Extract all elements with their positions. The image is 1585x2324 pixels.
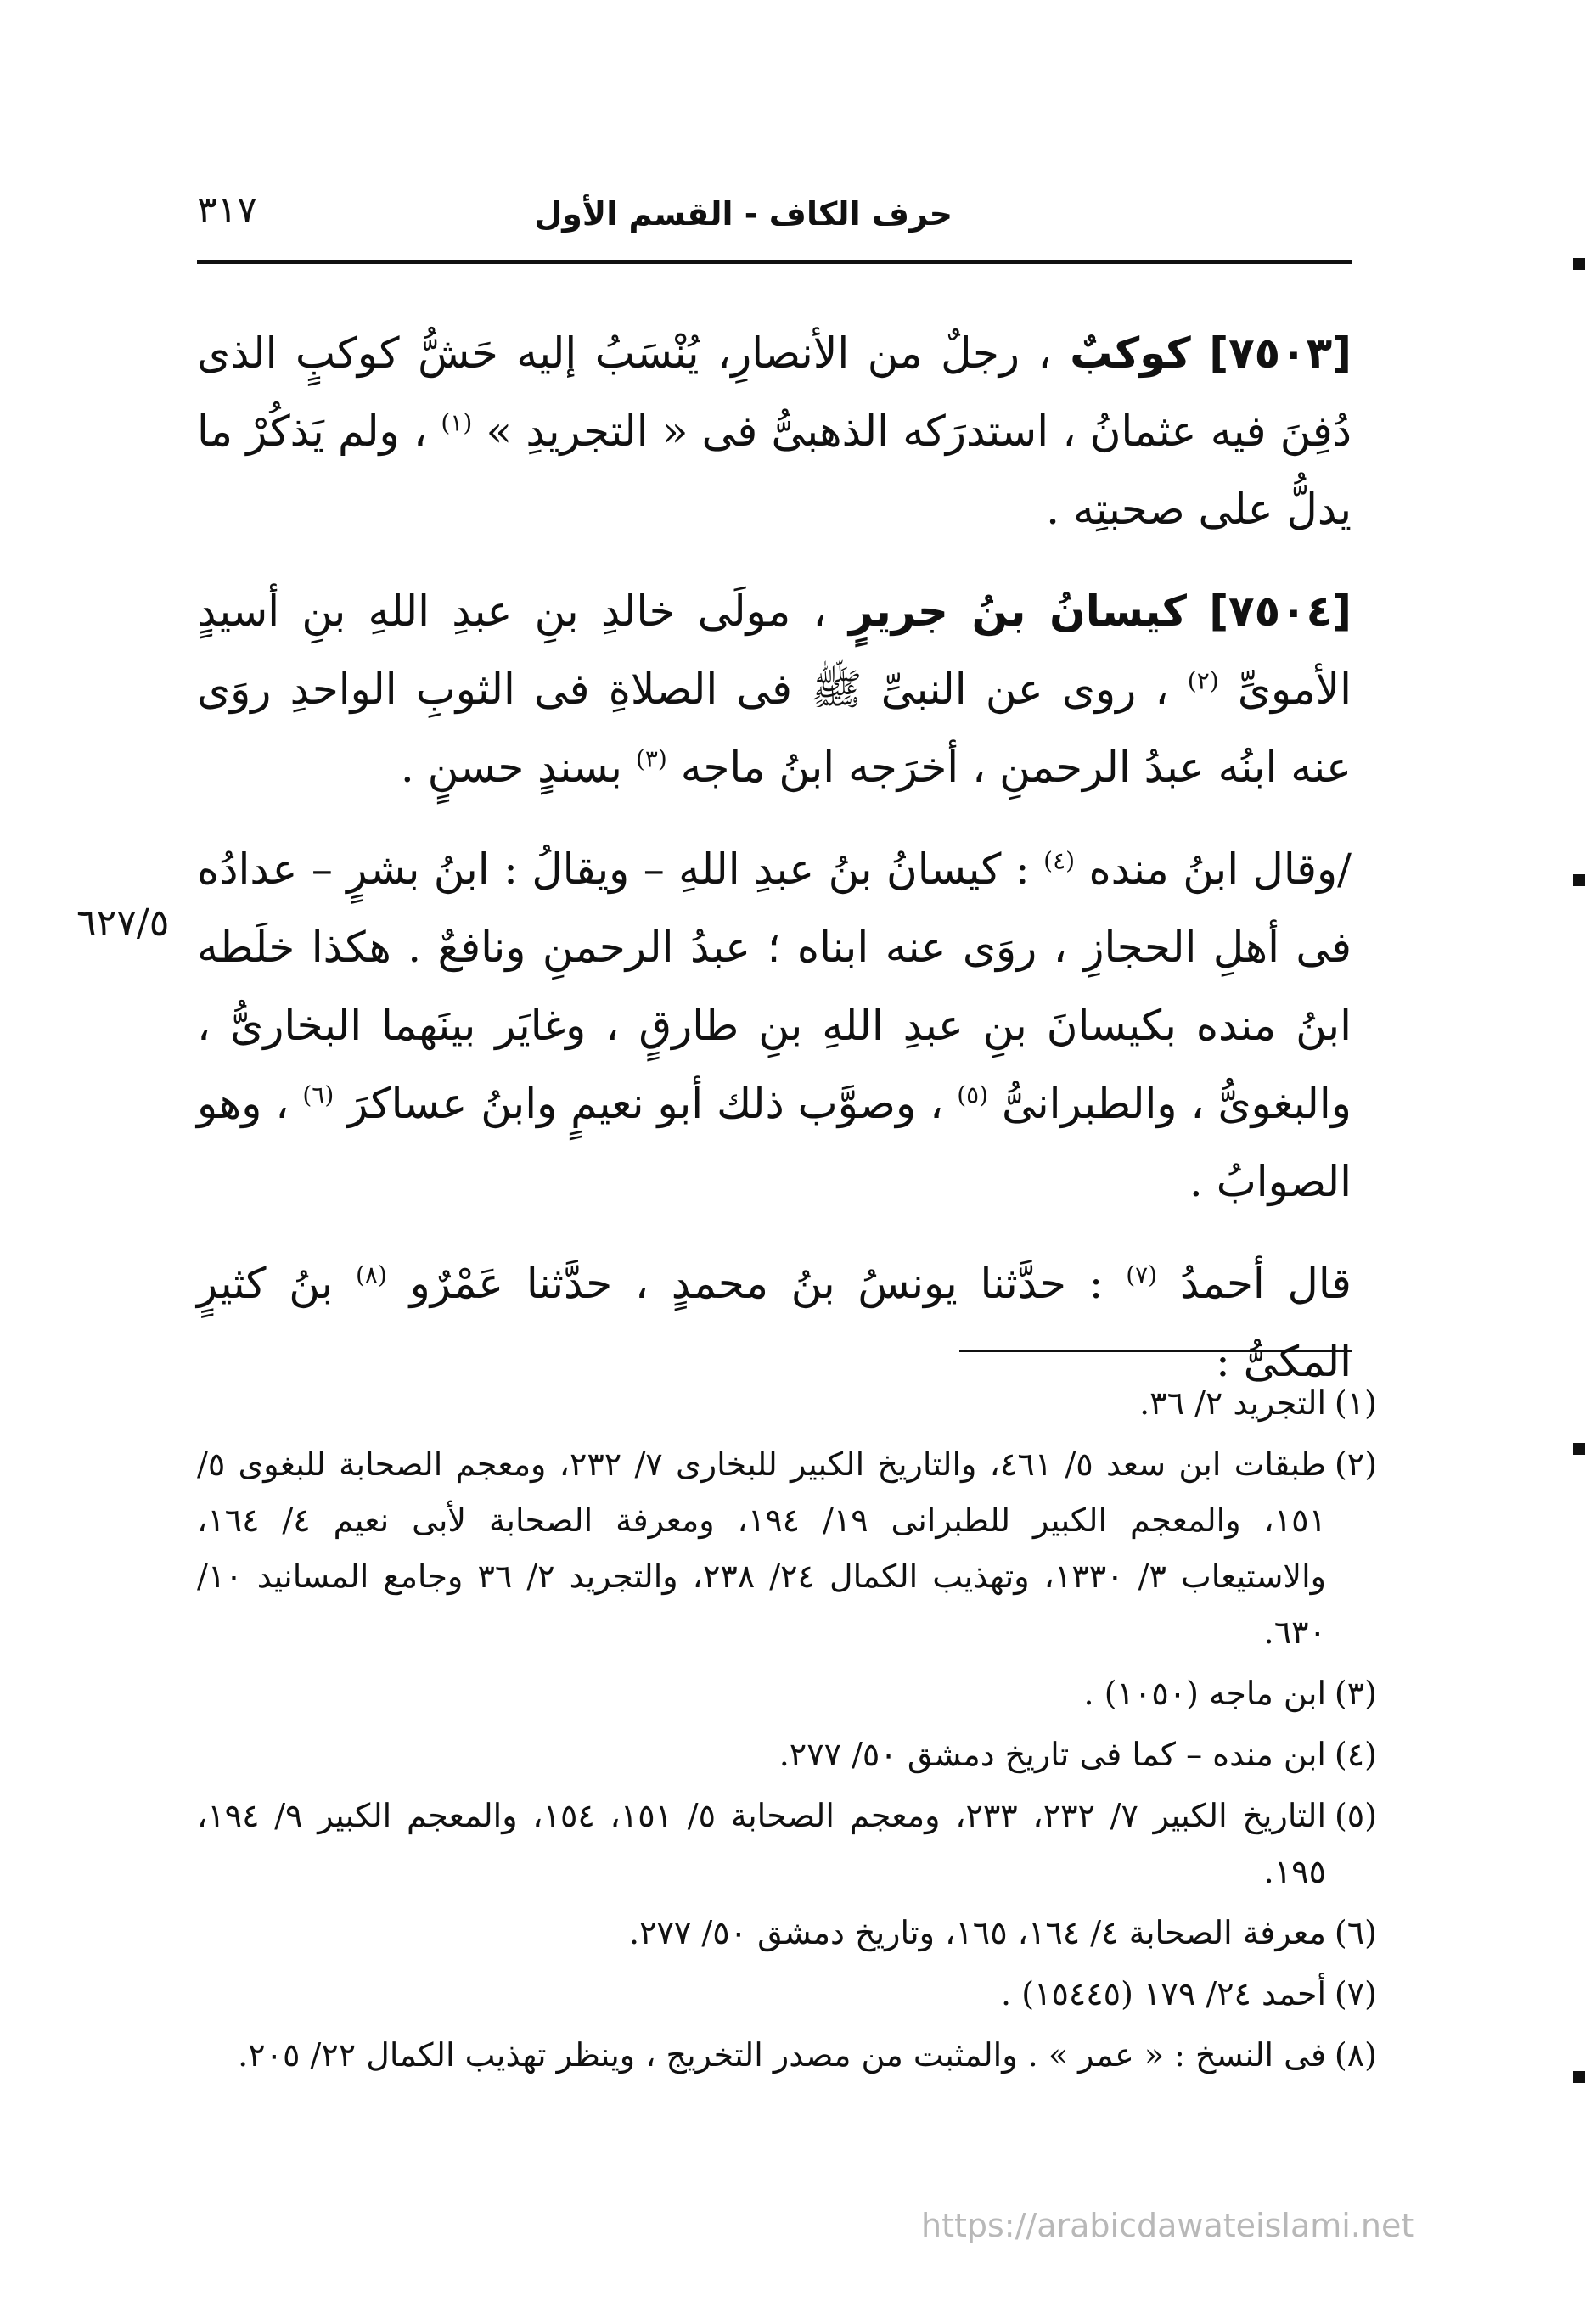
footnote-ref[interactable]: (٦): [302, 1081, 334, 1109]
footnote-label: (٧): [1334, 1975, 1377, 2012]
paragraph-ibn-mandah: [197, 830, 1352, 1221]
entry-number: [٧٥٠٤]: [1209, 587, 1352, 636]
page-header: [197, 188, 1352, 248]
scan-edge-mark: [1573, 258, 1585, 270]
footnote-text: فى النسخ : « عمر » . والمثبت من مصدر التخريج ، وينظر تهذيب الكمال ٢٢/ ٢٠٥.: [238, 2036, 1326, 2074]
footnote-5: [197, 1788, 1377, 1900]
footnote-ref[interactable]: (٧): [1126, 1260, 1158, 1289]
footnote-label: (٦): [1334, 1914, 1377, 1951]
footnote-ref[interactable]: (٤): [1043, 846, 1076, 875]
watermark: https://arabicdawateislami.net: [921, 2207, 1414, 2244]
paragraph-text: : كيسانُ بنُ عبدِ اللهِ – ويقالُ : ابنُ بشرٍ – عدادُه فى أهلِ الحجازِ ، روَى عنه ابناه ؛ عبدُ الرحمنِ ونافعٌ . هكذا خلَطه ابنُ منده بكيسانَ بنِ عبدِ اللهِ بنِ طارقٍ ، وغايَر بينَهما البخارىُّ ، والبغوىُّ ، والطبرانىُّ: [197, 845, 1352, 1128]
paragraph-text: قال أحمدُ: [1179, 1259, 1352, 1308]
entry-text: ، مولَى خالدِ بنِ عبدِ اللهِ بنِ أسيدٍ الأموىِّ: [197, 587, 1352, 714]
entry-text: ، ولم يَذكُرْ ما يدلُّ على صحبتِه .: [197, 407, 1352, 534]
footnote-separator: [959, 1350, 1352, 1352]
footnotes: [197, 1375, 1377, 2088]
footnote-ref[interactable]: (٢): [1187, 666, 1219, 695]
scan-edge-mark: [1573, 1443, 1585, 1455]
footnote-label: (٤): [1334, 1736, 1377, 1773]
entry-text: بسندٍ حسنٍ .: [400, 743, 622, 792]
footnote-1: [197, 1375, 1377, 1431]
footnote-ref[interactable]: (٨): [355, 1260, 387, 1289]
running-title: حرف الكاف - القسم الأول: [534, 195, 953, 233]
footnote-text: التاريخ الكبير ٧/ ٢٣٢، ٢٣٣، ومعجم الصحابة ٥/ ١٥١، ١٥٤، والمعجم الكبير ٩/ ١٩٤، ١٩٥.: [197, 1797, 1327, 1890]
footnote-ref[interactable]: (٣): [635, 744, 667, 773]
footnote-6: [197, 1905, 1377, 1961]
entry-text: ، رجلٌ من الأنصارِ، يُنْسَبُ إليه حَشُّ كوكبٍ الذى دُفِنَ فيه عثمانُ ، استدرَكه الذهبىُّ فى « التجريدِ »: [197, 328, 1352, 456]
footnote-4: [197, 1726, 1377, 1782]
footnote-text: أحمد ٢٤/ ١٧٩ (١٥٤٤٥) .: [1001, 1975, 1326, 2012]
paragraph-text: : حدَّثنا يونسُ بنُ محمدٍ ، حدَّثنا عَمْرٌو: [409, 1259, 1104, 1308]
footnote-text: التجريد ٢/ ٣٦.: [1139, 1384, 1326, 1422]
entry-number: [٧٥٠٣]: [1209, 328, 1352, 378]
footnote-text: معرفة الصحابة ٤/ ١٦٤، ١٦٥، وتاريخ دمشق ٥٠/ ٢٧٧.: [628, 1914, 1326, 1951]
footnote-label: (٨): [1334, 2036, 1377, 2074]
paragraph-text: /وقال ابنُ منده: [1088, 845, 1352, 894]
footnote-7: [197, 1966, 1377, 2022]
footnote-2: [197, 1436, 1377, 1660]
entry-name: كوكبٌ: [1070, 328, 1191, 378]
scan-edge-mark: [1573, 2071, 1585, 2083]
entry-text: ، روى عن النبىِّ ﷺ فى الصلاةِ فى الثوبِ الواحدِ روَى عنه ابنُه عبدُ الرحمنِ ، أخرَجه ابنُ ماجه: [197, 665, 1352, 792]
footnote-text: ابن ماجه (١٠٥٠) .: [1083, 1675, 1326, 1712]
paragraph-text: ، وهو الصوابُ .: [197, 1079, 1352, 1206]
footnote-text: طبقات ابن سعد ٥/ ٤٦١، والتاريخ الكبير للبخارى ٧/ ٢٣٢، ومعجم الصحابة للبغوى ٥/ ١٥١، والمعجم الكبير للطبرانى ١٩/ ١٩٤، ومعرفة الصحابة لأبى نعيم ٤/ ١٦٤، والاستيعاب ٣/ ١٣٣٠، وتهذيب الكمال ٢٤/ ٢٣٨، والتجريد ٢/ ٣٦ وجامع المسانيد ١٠/ ٦٣٠.: [197, 1445, 1327, 1651]
entry-7504: [197, 572, 1352, 806]
footnote-label: (٣): [1334, 1675, 1377, 1712]
footnote-text: ابن منده – كما فى تاريخ دمشق ٥٠/ ٢٧٧.: [778, 1736, 1326, 1773]
footnote-3: [197, 1665, 1377, 1721]
entry-name: كيسانُ بنُ جريرٍ: [848, 587, 1187, 636]
page-number: ٣١٧: [197, 188, 257, 232]
scan-edge-mark: [1573, 874, 1585, 886]
main-text: [197, 314, 1352, 1424]
footnote-label: (٥): [1334, 1797, 1378, 1834]
header-rule: [197, 260, 1352, 264]
footnote-ref[interactable]: (٥): [957, 1081, 989, 1109]
footnote-ref[interactable]: (١): [441, 408, 473, 437]
footnote-label: (١): [1334, 1384, 1377, 1422]
paragraph-text: بنُ كثيرٍ المكىُّ :: [197, 1259, 1352, 1386]
footnote-8: [197, 2027, 1377, 2083]
footnote-label: (٢): [1334, 1445, 1378, 1483]
entry-7503: [197, 314, 1352, 548]
margin-page-reference: ٦٢٧/٥: [76, 901, 170, 945]
paragraph-text: ، وصوَّب ذلك أبو نعيمٍ وابنُ عساكرَ: [347, 1079, 944, 1128]
